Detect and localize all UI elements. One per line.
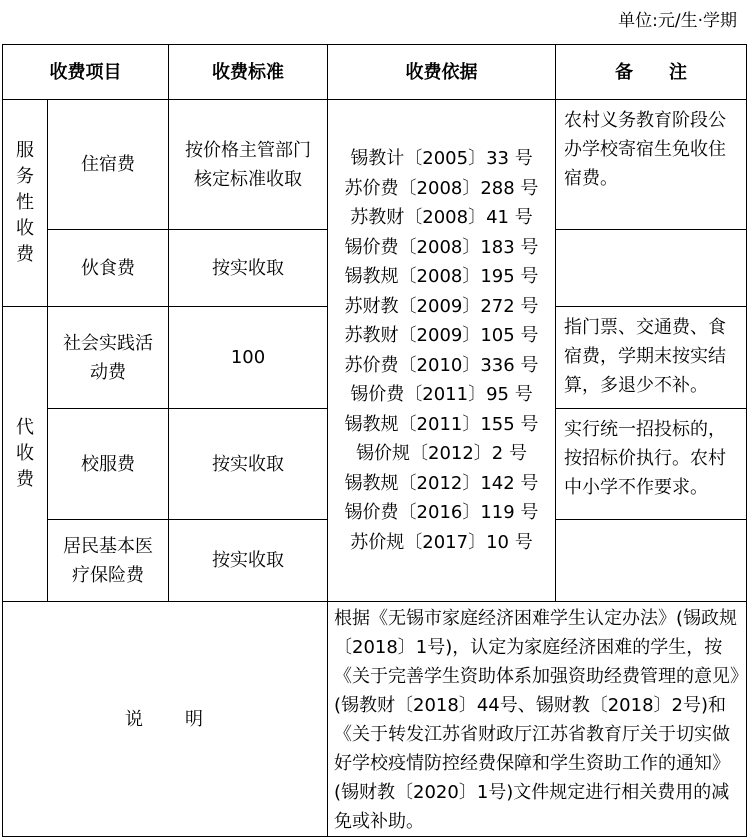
- category-service-label: 服务性收费: [16, 139, 34, 265]
- remark-practice: 指门票、交通费、食宿费，学期末按实结算，多退少不补。: [556, 307, 747, 409]
- category-collect-label: 代收费: [16, 416, 34, 490]
- header-row: [3, 45, 747, 100]
- basis-item: 锡价规〔2012〕2 号: [356, 443, 527, 464]
- item-practice: 社会实践活动费: [48, 307, 169, 409]
- basis-item: 锡价费〔2016〕119 号: [344, 502, 539, 523]
- standard-accommodation: 按价格主管部门核定标准收取: [169, 100, 328, 230]
- header-item: 收费项目: [3, 45, 169, 100]
- note-text: 根据《无锡市家庭经济困难学生认定办法》(锡政规〔2018〕1号)，认定为家庭经济困难的学生，按《关于完善学生资助体系加强资助经费管理的意见》(锡教财〔2018〕44号、锡财教〔2018〕2号)和《关于转发江苏省财政厅江苏省教育厅关于切实做好学校疫情防控经费保障和学生资助工作的通知》(锡财教〔2020〕1号)文件规定进行相关费用的减免或补助。: [328, 602, 747, 837]
- standard-practice: 100: [169, 307, 328, 409]
- item-uniform: 校服费: [48, 409, 169, 520]
- item-insurance: 居民基本医疗保险费: [48, 520, 169, 602]
- basis-item: 锡教规〔2011〕155 号: [344, 413, 539, 435]
- header-standard: 收费标准: [169, 45, 328, 100]
- unit-label: 单位:元/生·学期: [618, 11, 737, 31]
- basis-item: 苏价规〔2017〕10 号: [350, 531, 533, 553]
- item-meals: 伙食费: [48, 230, 169, 307]
- basis-item: 锡价费〔2011〕95 号: [350, 384, 533, 405]
- basis-item: 苏教财〔2009〕105 号: [344, 325, 539, 346]
- basis-item: 锡教规〔2012〕142 号: [344, 472, 539, 494]
- note-row: [3, 602, 747, 837]
- category-service: [3, 100, 48, 307]
- remark-meals: [556, 230, 747, 307]
- note-label: 说 明: [3, 602, 328, 837]
- remark-accommodation: 农村义务教育阶段公办学校寄宿生免收住宿费。: [556, 100, 747, 230]
- basis-item: 锡教规〔2008〕195 号: [344, 266, 539, 287]
- standard-meals: 按实收取: [169, 230, 328, 307]
- basis-item: 苏教财〔2008〕41 号: [350, 207, 533, 228]
- item-accommodation: 住宿费: [48, 100, 169, 230]
- header-remarks: 备 注: [556, 45, 747, 100]
- basis-item: 苏价费〔2008〕288 号: [344, 177, 539, 199]
- standard-insurance: 按实收取: [169, 520, 328, 602]
- basis-item: 苏价费〔2010〕336 号: [344, 354, 539, 376]
- basis-item: 苏财教〔2009〕272 号: [344, 295, 539, 317]
- standard-uniform: 按实收取: [169, 409, 328, 520]
- basis-item: 锡教计〔2005〕33 号: [350, 148, 533, 169]
- remark-insurance: [556, 520, 747, 602]
- remark-uniform: 实行统一招投标的，按招标价执行。农村中小学不作要求。: [556, 409, 747, 520]
- basis-list: [328, 144, 555, 557]
- basis-item: 锡价费〔2008〕183 号: [344, 236, 539, 258]
- fee-table: [2, 44, 747, 837]
- category-collect: [3, 307, 48, 602]
- header-basis: 收费依据: [328, 45, 556, 100]
- basis-cell: [328, 100, 556, 602]
- table-row: [3, 100, 747, 230]
